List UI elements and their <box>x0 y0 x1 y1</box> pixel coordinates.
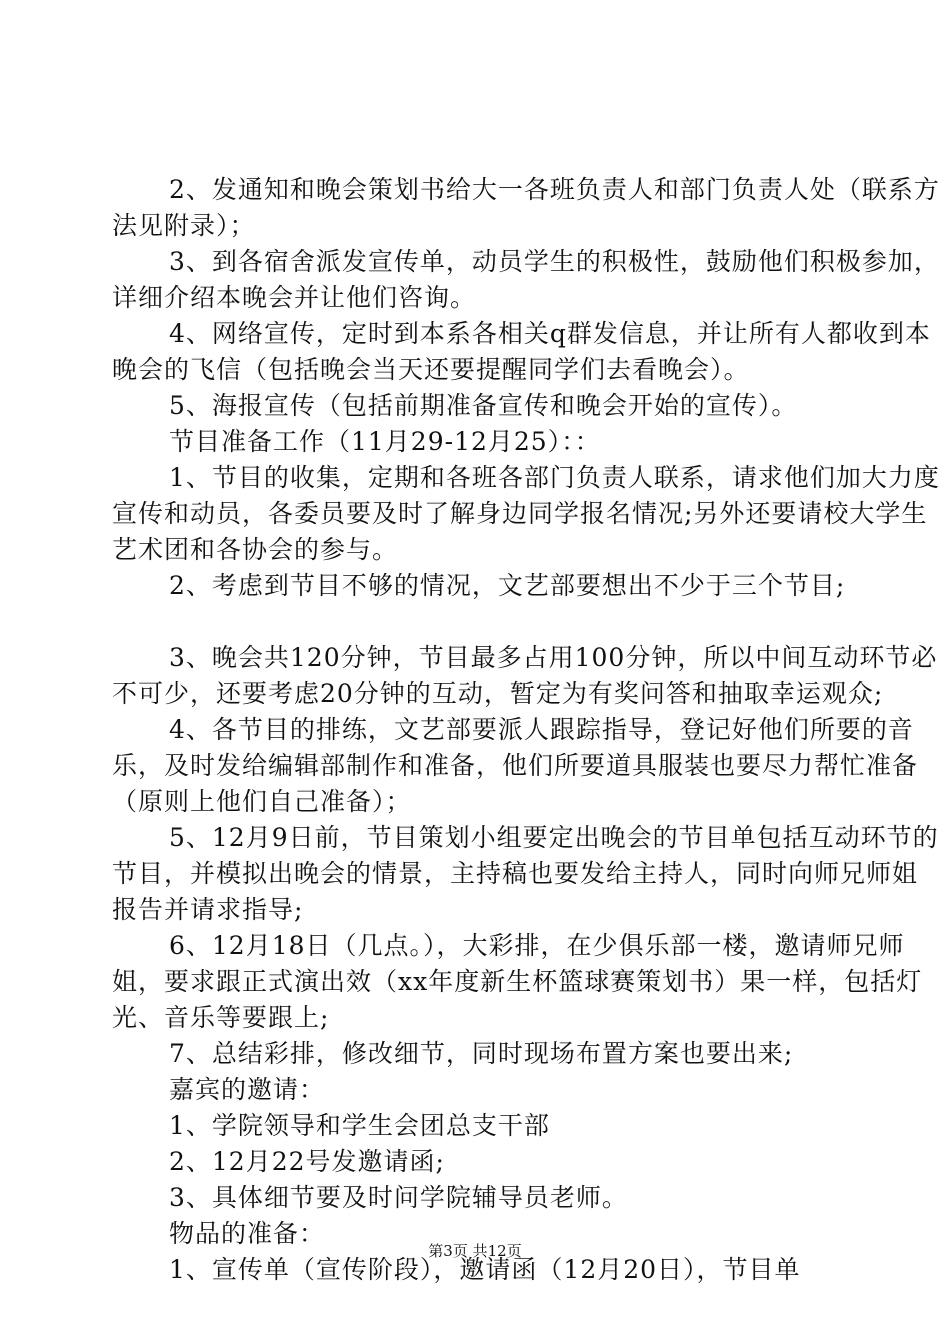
paragraph: 1、学院领导和学生会团总支干部 <box>169 1111 550 1140</box>
paragraph: 5、海报宣传（包括前期准备宣传和晚会开始的宣传）。 <box>169 391 798 420</box>
paragraph: 5、12月9日前，节目策划小组要定出晚会的节目单包括互动环节的节目，并模拟出晚会的情景，主持稿也要发给主持人，同时向师兄师姐报告并请求指导; <box>112 823 939 924</box>
paragraph: 4、网络宣传，定时到本系各相关q群发信息，并让所有人都收到本晚会的飞信（包括晚会当天还要提醒同学们去看晚会）。 <box>112 319 931 384</box>
paragraph: 6、12月18日（几点。），大彩排，在少俱乐部一楼，邀请师兄师姐，要求跟正式演出效（xx年度新生杯篮球赛策划书）果一样，包括灯光、音乐等要跟上; <box>112 931 923 1032</box>
paragraph: 1、节目的收集，定期和各班各部门负责人联系，请求他们加大力度宣传和动员，各委员要及时了解身边同学报名情况;另外还要请校大学生艺术团和各协会的参与。 <box>112 463 940 564</box>
document-body <box>0 172 950 1288</box>
paragraph: 2、考虑到节目不够的情况，文艺部要想出不少于三个节目; <box>169 571 846 600</box>
paragraph: 4、各节目的排练，文艺部要派人跟踪指导，登记好他们所要的音乐，及时发给编辑部制作和准备，他们所要道具服装也要尽力帮忙准备（原则上他们自己准备）； <box>112 715 919 816</box>
section-heading: 嘉宾的邀请： <box>169 1075 326 1104</box>
paragraph: 7、总结彩排，修改细节，同时现场布置方案也要出来; <box>169 1039 794 1068</box>
section-heading: 节目准备工作（11月29-12月25）：： <box>169 427 601 456</box>
page-number: 第3页 共12页 <box>428 1242 522 1260</box>
paragraph: 1、宣传单（宣传阶段），邀请函（12月20日），节目单 <box>169 1255 801 1284</box>
page-footer <box>0 1241 950 1261</box>
paragraph: 3、具体细节要及时问学院辅导员老师。 <box>169 1183 628 1212</box>
paragraph: 2、发通知和晚会策划书给大一各班负责人和部门负责人处（联系方法见附录）； <box>112 175 940 240</box>
section-heading: 物品的准备： <box>169 1219 326 1248</box>
paragraph: 3、到各宿舍派发宣传单，动员学生的积极性，鼓励他们积极参加，详细介绍本晚会并让他们咨询。 <box>112 247 940 312</box>
paragraph: 2、12月22号发邀请函; <box>169 1147 445 1176</box>
paragraph: 3、晚会共120分钟，节目最多占用100分钟，所以中间互动环节必不可少，还要考虑20分钟的互动，暂定为有奖问答和抽取幸运观众; <box>112 643 938 708</box>
